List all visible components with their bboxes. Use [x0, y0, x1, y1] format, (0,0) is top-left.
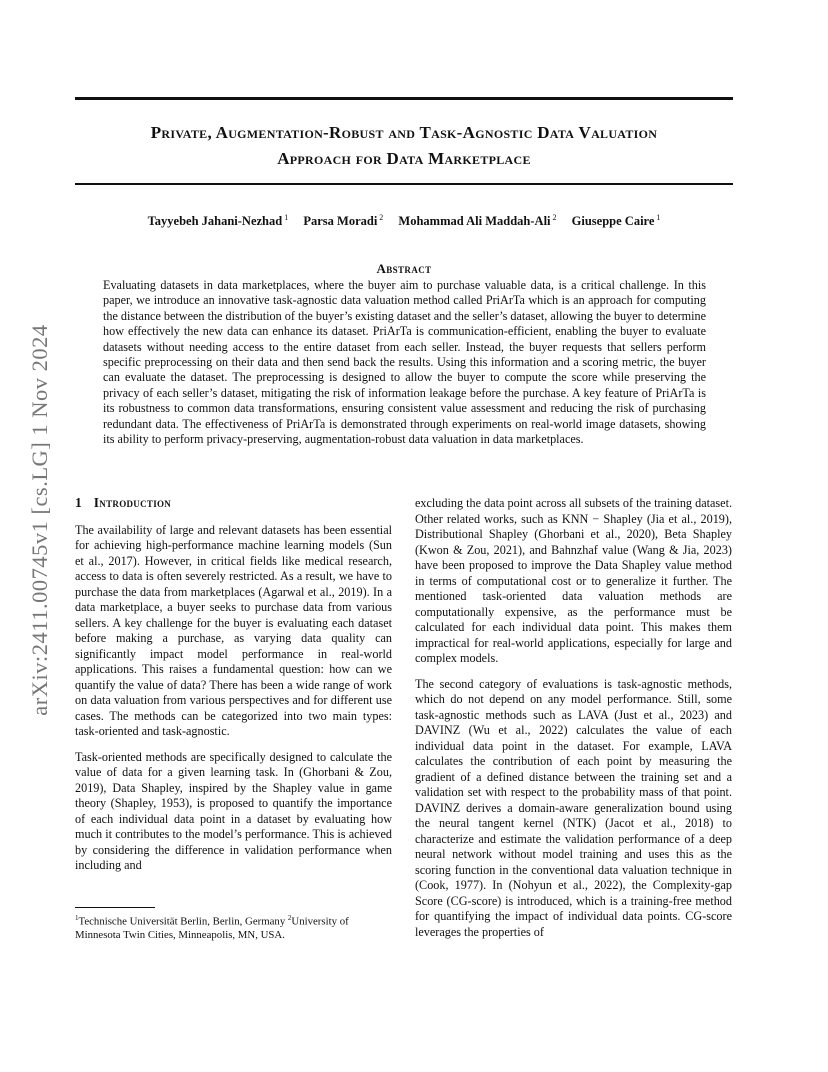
- author-name: Tayyebeh Jahani-Nezhad: [147, 214, 283, 229]
- title-bottom-rule: [75, 183, 733, 185]
- author-affiliation: 2: [552, 213, 557, 222]
- title-top-rule: [75, 97, 733, 100]
- title-line-1: Private, Augmentation-Robust and Task-Agnostic Data Valuation: [150, 123, 658, 142]
- right-column: [415, 496, 732, 950]
- paper-title: [75, 120, 733, 172]
- author: [303, 214, 383, 228]
- paragraph: The availability of large and relevant datasets has been essential for achieving high-performance machine learning models (Sun et al., 2017). However, in critical fields like medical research, access to data is often severely restricted. As a result, we have to purchase the data from marketplaces (Agarwal et al., 2019). In a data marketplace, a buyer seeks to purchase data from various sellers. A key challenge for the buyer is evaluating each dataset before making a purchase, as varying data quality can significantly impact model performance in real-world applications. This raises a fundamental question: how can we quantify the value of data? There has been a wide range of work on data valuation from various perspectives and for different use cases. The methods can be categorized into two main types: task-oriented and task-agnostic.: [75, 522, 392, 738]
- author-affiliation: 2: [379, 213, 384, 222]
- paragraph: The second category of evaluations is task-agnostic methods, which do not depend on any model performance. Still, some task-agnostic methods such as LAVA (Just et al., 2023) and DAVINZ (Wu et al., 2022) calculates the value of each individual data point in the dataset. For example, LAVA calculates the contribution of each point by measuring the gradient of a defined distance between the training set and a validation set with respect to the probability mass of that point. DAVINZ derives a domain-aware generalization bound using the neural tangent kernel (NTK) (Jacot et al., 2018) to characterize and estimate the validation performance of a deep neural network without model training and uses this as the scoring function in the conventional data valuation technique in (Cook, 1977). In (Nohyun et al., 2022), the Complexity-gap Score (CG-score) is introduced, which is a training-free method for quantifying the impact of individual data points. CG-score leverages the properties of: [415, 676, 732, 939]
- section-heading: [75, 495, 392, 511]
- section-title: Introduction: [93, 495, 172, 510]
- footnote-rule: [75, 907, 155, 908]
- abstract-heading: Abstract: [376, 261, 432, 276]
- footnote-marker: 2: [287, 914, 292, 922]
- abstract-text: Evaluating datasets in data marketplaces, where the buyer aim to purchase valuable data, is a critical challenge. In this paper, we introduce an innovative task-agnostic data valuation method called PriArTa which is an approach for computing the distance between the distribution of the buyer’s existing dataset and the seller’s dataset, allowing the buyer to determine how effectively the new data can enhance its dataset. PriArTa is communication-efficient, enabling the buyer to evaluate datasets without needing access to the entire dataset from each seller. Instead, the buyer requests that sellers perform specific preprocessing on their data and then send back the results. Using this information and a scoring metric, the buyer can evaluate the dataset. The preprocessing is designed to allow the buyer to compute the score while preserving the privacy of each seller’s dataset, mitigating the risk of information leakage before the purchase. A key feature of PriArTa is its robustness to common data transformations, ensuring consistent value assessment and reducing the risk of purchasing redundant data. The effectiveness of PriArTa is demonstrated through experiments on real-world image datasets, showing its ability to perform privacy-preserving, augmentation-robust data valuation in data marketplaces.: [103, 278, 706, 447]
- author-affiliation: 1: [284, 213, 289, 222]
- paragraph: Task-oriented methods are specifically designed to calculate the value of data for a given learning task. In (Ghorbani & Zou, 2019), Data Shapley, inspired by the Shapley value in game theory (Shapley, 1953), is proposed to quantify the importance of each individual data point in a dataset by evaluating how much it contributes to the model’s performance. This is achieved by considering the difference in validation performance when including and: [75, 749, 392, 872]
- footnote: [75, 912, 392, 943]
- paragraph: excluding the data point across all subsets of the training dataset. Other related works, such as KNN − Shapley (Jia et al., 2019), Distributional Shapley (Ghorbani et al., 2020), Beta Shapley (Kwon & Zou, 2021), and Bahnzhaf value (Wang & Jia, 2023) have been proposed to improve the Data Shapley value method in terms of computational cost or to generalize it further. The mentioned task-oriented data valuation methods are computationally expensive, as the performance must be calculated for each individual data point. This makes them impractical for real-world applications, especially for large and complex models.: [415, 496, 732, 665]
- author-list: [75, 213, 733, 229]
- author-affiliation: 1: [656, 213, 661, 222]
- author: [398, 214, 556, 228]
- footnote-text-2: University of Minnesota Twin Cities, Minneapolis, MN, USA.: [75, 915, 349, 942]
- author: [148, 214, 289, 228]
- author-name: Giuseppe Caire: [571, 214, 655, 229]
- arxiv-identifier: arXiv:2411.00745v1 [cs.LG] 1 Nov 2024: [27, 324, 52, 716]
- left-column: [75, 495, 392, 884]
- footnote-text-1: Technische Universität Berlin, Berlin, Germany: [78, 915, 288, 928]
- author-name: Mohammad Ali Maddah-Ali: [398, 214, 551, 229]
- author: [572, 214, 661, 228]
- footnote-marker: 1: [75, 914, 79, 922]
- title-line-2: Approach for Data Marketplace: [277, 149, 531, 168]
- author-name: Parsa Moradi: [303, 214, 378, 229]
- section-number: 1: [75, 495, 82, 510]
